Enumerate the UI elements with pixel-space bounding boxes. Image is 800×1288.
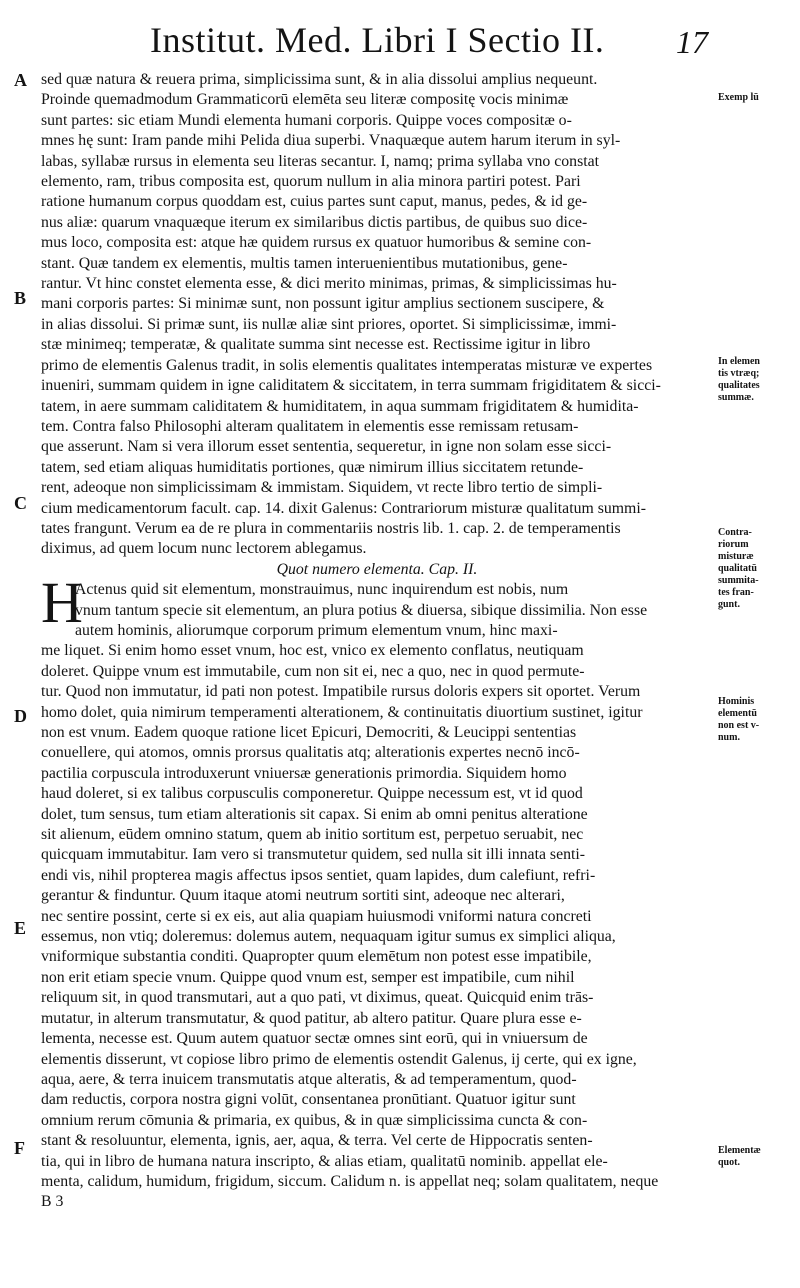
text-line: mus loco, composita est: atque hæ quidem rursus ex quatuor humoribus & semine con-	[41, 234, 592, 252]
section-letter: A	[14, 70, 27, 90]
text-line: tatem, in aere summam caliditatem & humiditatem, in aqua summam frigiditatem & humidita-	[41, 397, 639, 415]
text-line: vniformique substantia conditi. Quapropter quum elemētum non potest esse impatibile,	[41, 948, 592, 966]
text-line: labas, syllabæ rursus in elementa seu literas secantur. I, namq; prima syllaba vno constat	[41, 152, 600, 170]
text-line: dam reductis, corpora nostra gigni volūt, consentanea pronūtiant. Quatuor igitur sunt	[41, 1091, 576, 1109]
text-line: vnum tantum specie sit elementum, an plura potius & diuersa, sibique dissimilia. Non esse	[75, 601, 648, 619]
text-line: B 3	[41, 1193, 64, 1211]
text-line: non erit etiam specie vnum. Quippe quod vnum est, semper est impatibile, cum nihil	[41, 968, 575, 986]
text-line: lementa, necesse est. Quum autem quatuor sectæ omnes sint eorū, qui in vniuersum de	[41, 1030, 588, 1048]
section-letter: E	[14, 918, 27, 938]
text-line: essemus, non vtiq; doleremus: dolemus autem, nequaquam igitur sumus ex simplici aliqua,	[41, 928, 616, 946]
text-line: que asserunt. Nam si vera illorum esset sententia, sequeretur, in igne non solam esse sicci-	[41, 438, 612, 456]
margin-note: Contra- riorum misturæ qualitatū summita- tes fran- gunt.	[718, 527, 759, 610]
text-line: nus aliæ: quarum vnaquæque iterum ex similaribus dictis partibus, de quibus suo dice-	[41, 213, 588, 231]
text-line: mnes hę sunt: Iram pande mihi Pelida diua superbi. Vnaquæque autem harum iterum in syl-	[41, 132, 621, 150]
text-line: conuellere, qui atomos, omnis prorsus qualitatis atq; alterationis expertes necnō incō-	[41, 744, 580, 762]
text-line: elemento, ram, tribus composita est, quorum nullum in alia minora partiri potest. Pari	[41, 173, 581, 191]
text-line: sit alienum, eūdem omnino statum, quem ab initio sortitum est, perpetuo seruabit, nec	[41, 826, 584, 844]
text-line: primo de elementis Galenus tradit, in solis elementis qualitates intemperatas misturæ ve expertes	[41, 356, 653, 374]
body-text	[41, 70, 713, 1213]
text-line: non est vnum. Eadem quoque ratione licet Epicuri, Democriti, & Leucippi sententias	[41, 724, 577, 741]
text-line: rantur. Vt hinc constet elementa esse, & dici merito minimas, primas, & simplicissimas hu-	[41, 275, 617, 293]
text-line: omnium rerum cōmunia & primaria, ex quibus, & in quæ simplicissima cuncta & con-	[41, 1111, 588, 1129]
text-line: dolet, tum sensus, tum etiam alterationis sit capax. Si enim ab omni penitus alteratione	[41, 805, 588, 823]
text-line: tur. Quod non immutatur, id pati non potest. Impatibile rursus doloris expers sit oportet. Verum	[41, 683, 641, 701]
text-line: pactilia corpuscula introduxerunt vniuersæ generationis primordia. Siquidem homo	[41, 764, 567, 782]
section-letter: B	[14, 288, 27, 308]
text-line: nec sentire possint, certe si ex eis, aut alia quapiam huiusmodi vniformi natura concreti	[41, 907, 592, 925]
text-line: haud doleret, si ex talibus corpusculis componeretur. Quippe necessum est, vt id quod	[41, 785, 583, 803]
section-letter: D	[14, 706, 27, 726]
running-header	[0, 14, 800, 64]
text-line: autem hominis, aliorumque corporum primum elementum vnum, hinc maxi-	[75, 621, 558, 639]
text-line: mani corporis partes: Si minimæ sunt, non possunt igitur amplius sectionem suscipere, &	[41, 295, 605, 313]
text-line: aqua, aere, & terra inuicem transmutatis atque alteratis, & ad temperamentum, quod-	[41, 1070, 577, 1088]
text-line: reliquum sit, in quod transmutari, aut a quo pati, vt diximus, queat. Quicquid enim trās-	[41, 989, 594, 1007]
text-line: menta, calidum, humidum, frigidum, siccum. Calidum n. is appellat neq; solam qualitatem, neque	[41, 1172, 659, 1190]
section-letter: C	[14, 493, 27, 513]
text-line: homo dolet, quia nimirum temperamenti alterationem, & continuitatis diuortium sustinet, igitur	[41, 703, 643, 721]
text-line: inueniri, summam quidem in igne caliditatem & siccitatem, in terra summam frigiditatem & sicci-	[41, 377, 661, 395]
text-line: tates frangunt. Verum ea de re plura in commentariis nostris lib. 1. cap. 2. de temperamentis	[41, 519, 621, 537]
text-line: gerantur & finduntur. Quum itaque atomi neutrum sortiti sint, adeoque nec alterari,	[41, 887, 565, 905]
text-line: mutatur, in alterum transmutatur, & quod patitur, ab altero patitur. Quare plura esse e-	[41, 1009, 582, 1027]
text-line: cium medicamentorum facult. cap. 14. dixit Galenus: Contrariorum misturæ qualitatum summi-	[41, 499, 646, 517]
text-line: stæ minimeq; temperatæ, & qualitate summa sint necesse est. Rectissime igitur in libro	[41, 336, 591, 354]
margin-note: Hominis elementū non est v- num.	[718, 696, 760, 743]
text-line: tatem, sed etiam aliquas humiditatis portiones, quæ nimirum illius siccitatem retunde-	[41, 458, 584, 476]
text-line: tia, qui in libro de humana natura inscripto, & alias etiam, qualitatū nominib. appellat ele-	[41, 1152, 608, 1170]
text-line: tem. Contra falso Philosophi alteram qualitatem in elementis esse remissam retusam-	[41, 417, 579, 435]
text-line: sunt partes: sic etiam Mundi elementa humani corporis. Quippe voces compositæ o-	[41, 111, 572, 129]
text-line: in alias dissolui. Si primæ sunt, iis nullæ aliæ sint priores, oportet. Si simplicissimæ, immi-	[41, 315, 617, 333]
text-line: diximus, ad quem locum nunc lectorem ablegamus.	[41, 540, 367, 558]
section-letter: F	[14, 1138, 25, 1158]
text-line: stant & resoluuntur, elementa, ignis, aer, aqua, & terra. Vel certe de Hippocratis senten-	[41, 1132, 593, 1150]
chapter-heading: Quot numero elementa. Cap. II.	[276, 560, 478, 578]
text-line: rent, adeoque non simplicissimam & immistam. Siquidem, vt recte libro tertio de simpli-	[41, 479, 603, 497]
text-line: me liquet. Si enim homo esset vnum, hoc est, vnico ex elemento conflatus, neutiquam	[41, 642, 584, 660]
text-line: Actenus quid sit elementum, monstrauimus, nunc inquirendum est nobis, num H	[41, 570, 569, 636]
margin-note: Elementæ quot.	[718, 1145, 761, 1168]
margin-note: Exemp lū	[718, 92, 759, 103]
text-line: sed quæ natura & reuera prima, simplicissima sunt, & in alia dissolui amplius nequeunt.	[41, 71, 598, 88]
text-line: stant. Quæ tandem ex elementis, multis tamen interuenientibus mutationibus, gene-	[41, 254, 568, 272]
text-line: elementis disserunt, vt copiose libro primo de elementis ostendit Galenus, ij certe, qui ex igne,	[41, 1050, 637, 1068]
text-line: Proinde quemadmodum Grammaticorū elemēta seu literæ compositę vocis minimæ	[41, 91, 569, 109]
margin-note: In elemen tis vtræq; qualitates summæ.	[718, 356, 760, 403]
text-line: ratione humanum corpus quoddam est, cuius partes sunt caput, manus, pedes, & id ge-	[41, 193, 588, 211]
running-title: Institut. Med. Libri I Sectio II.	[150, 20, 605, 60]
text-line: doleret. Quippe vnum est immutabile, cum non sit ei, nec a quo, nec in quod permute-	[41, 662, 585, 680]
drop-cap: H	[41, 570, 83, 636]
text-line: quicquam immutabitur. Iam vero si transmutetur quidem, sed nulla sit illi innata senti-	[41, 846, 586, 864]
page-number: 17	[676, 24, 708, 60]
text-line: endi vis, nihil propterea magis affectus ipsos sentiet, quam lapides, dum calefiunt, refri-	[41, 866, 596, 884]
